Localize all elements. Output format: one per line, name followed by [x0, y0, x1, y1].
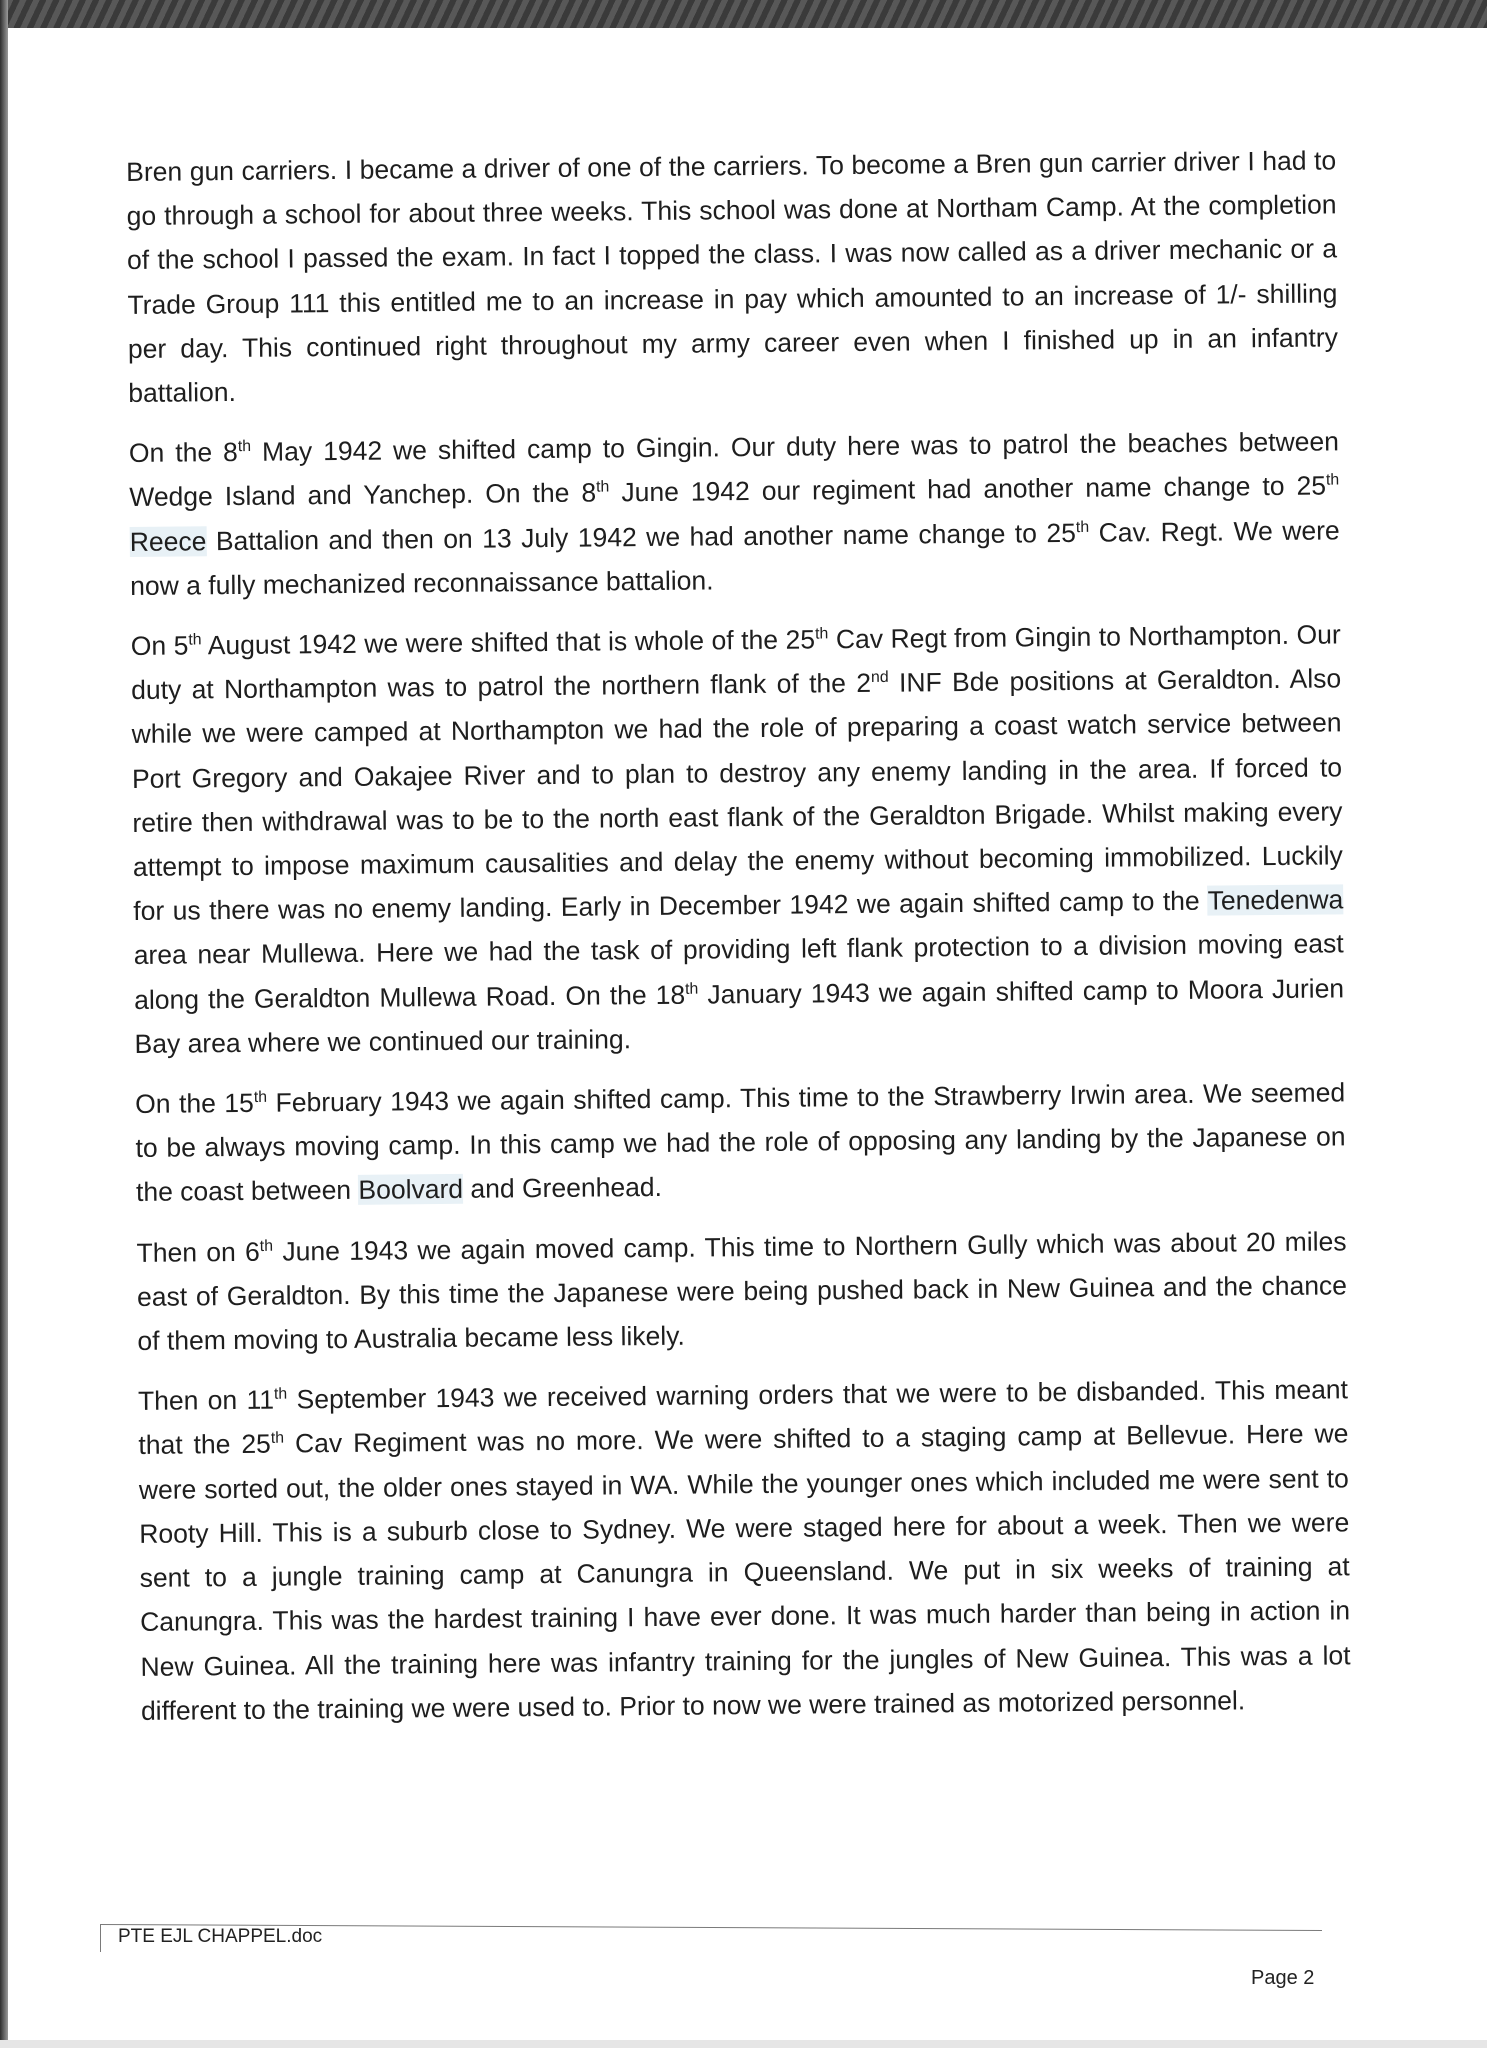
text-segment: May 1942 we shifted camp to Gingin. Our duty here was to patrol the beaches between Wedge Island and Yanchep. On the 8	[129, 426, 1339, 513]
text-segment: June 1942 our regiment had another name change to 25	[609, 470, 1327, 508]
text-segment: Cav. Regt. We were now a fully mechanized reconnaissance battalion.	[130, 514, 1340, 601]
ordinal-suffix: th	[1325, 471, 1340, 490]
scan-shadow-bottom	[0, 2040, 1487, 2048]
highlighted-word: Tenedenwa	[1207, 884, 1344, 916]
ordinal-suffix: th	[596, 478, 610, 497]
ordinal-suffix: th	[814, 625, 829, 643]
ordinal-suffix: th	[237, 438, 252, 456]
text-segment: Then on 11	[137, 1384, 275, 1417]
ordinal-suffix: th	[270, 1430, 285, 1448]
text-segment: August 1942 we were shifted that is whole of the 25	[201, 624, 816, 661]
scan-shadow-left	[0, 0, 8, 2048]
text-segment: area near Mullewa. Here we had the task of providing left flank protection to a division moving east along the Geraldton Mullewa Road. On the 18	[133, 928, 1344, 1015]
text-segment: Then on 6	[136, 1236, 260, 1268]
paragraph	[135, 1070, 1346, 1214]
text-segment: February 1943 we again shifted camp. This time to the Strawberry Irwin area. We seemed to be always moving camp. In this camp we had the role of opposing any landing by the Japanese on the coast between	[135, 1077, 1346, 1208]
text-segment: Cav Regt from Gingin to Northampton. Our duty at Northampton was to patrol the northern flank of the 2	[131, 619, 1341, 706]
text-segment: INF Bde positions at Geraldton. Also while we were camped at Northampton we had the role of preparing a coast watch service between Port Gregory and Oakajee River and to plan to destroy any enemy landing in the area. If forced to retire then withdrawal was to be to the north east flank of the Geraldton Brigade. Whilst making every attempt to impose maximum causalities and delay the enemy without becoming immobilized. Luckily for us there was no enemy landing. Early in December 1942 we again shifted camp to the	[131, 663, 1343, 927]
paragraph	[131, 612, 1345, 1066]
paragraph	[129, 420, 1341, 608]
body-text	[126, 138, 1351, 1748]
text-segment: Cav Regiment was no more. We were shifted to a staging camp at Bellevue. Here we were sorted out, the older ones stayed in WA. While the younger ones which included me were sent to Rooty Hill. This is a suburb close to Sydney. We were staged here for about a week. Then we were sent to a jungle training camp at Canungra in Queensland. We put in six weeks of training at Canungra. This was the hardest training I have ever done. It was much harder than being in action in New Guinea. All the training here was infantry training for the jungles of New Guinea. This was a lot different to the training we were used to. Prior to now we were trained as motorized personnel.	[138, 1418, 1351, 1726]
paragraph	[136, 1219, 1347, 1363]
text-segment: Battalion and then on 13 July 1942 we had another name change to 25	[206, 517, 1077, 556]
paragraph	[138, 1368, 1351, 1733]
paragraph	[126, 138, 1338, 415]
highlighted-word: Boolvard	[358, 1174, 464, 1206]
text-segment: On the 15	[135, 1087, 254, 1120]
footer-filename: PTE EJL CHAPPEL.doc	[118, 1926, 323, 1947]
text-segment: Bren gun carriers. I became a driver of one of the carriers. To become a Bren gun carrier driver I had to go through a school for about three weeks. This school was done at Northam Camp. At the completion of the school I passed the exam. In fact I topped the class. I was now called as a driver mechanic or a Trade Group 111 this entitled me to an increase in pay which amounted to an increase of 1/- shilling per day. This continued right throughout my army career even when I finished up in an infantry battalion.	[126, 145, 1338, 409]
page-number: Page 2	[1251, 1967, 1315, 1989]
ordinal-suffix: th	[273, 1385, 288, 1404]
text-segment: On the 8	[128, 437, 238, 469]
text-segment: and Greenhead.	[462, 1172, 663, 1205]
ordinal-suffix: th	[253, 1088, 268, 1107]
ordinal-suffix: th	[259, 1237, 274, 1255]
text-segment: On 5	[130, 630, 189, 662]
ordinal-suffix: th	[685, 980, 699, 998]
text-segment: September 1943 we received warning orders that we were to be disbanded. This meant that the 25	[138, 1374, 1349, 1461]
ordinal-suffix: th	[188, 631, 202, 649]
ordinal-suffix: th	[1075, 518, 1090, 536]
footer-rule-tick	[100, 1924, 101, 1952]
text-segment: January 1943 we again shifted camp to Moora Jurien Bay area where we continued our training.	[134, 973, 1345, 1059]
text-segment: June 1943 we again moved camp. This time to Northern Gully which was about 20 miles east of Geraldton. By this time the Japanese were being pushed back in New Guinea and the chance of them moving to Australia became less likely.	[136, 1226, 1348, 1357]
ordinal-suffix: nd	[870, 669, 889, 687]
scan-shadow-top	[0, 0, 1487, 28]
highlighted-word: Reece	[129, 525, 207, 557]
